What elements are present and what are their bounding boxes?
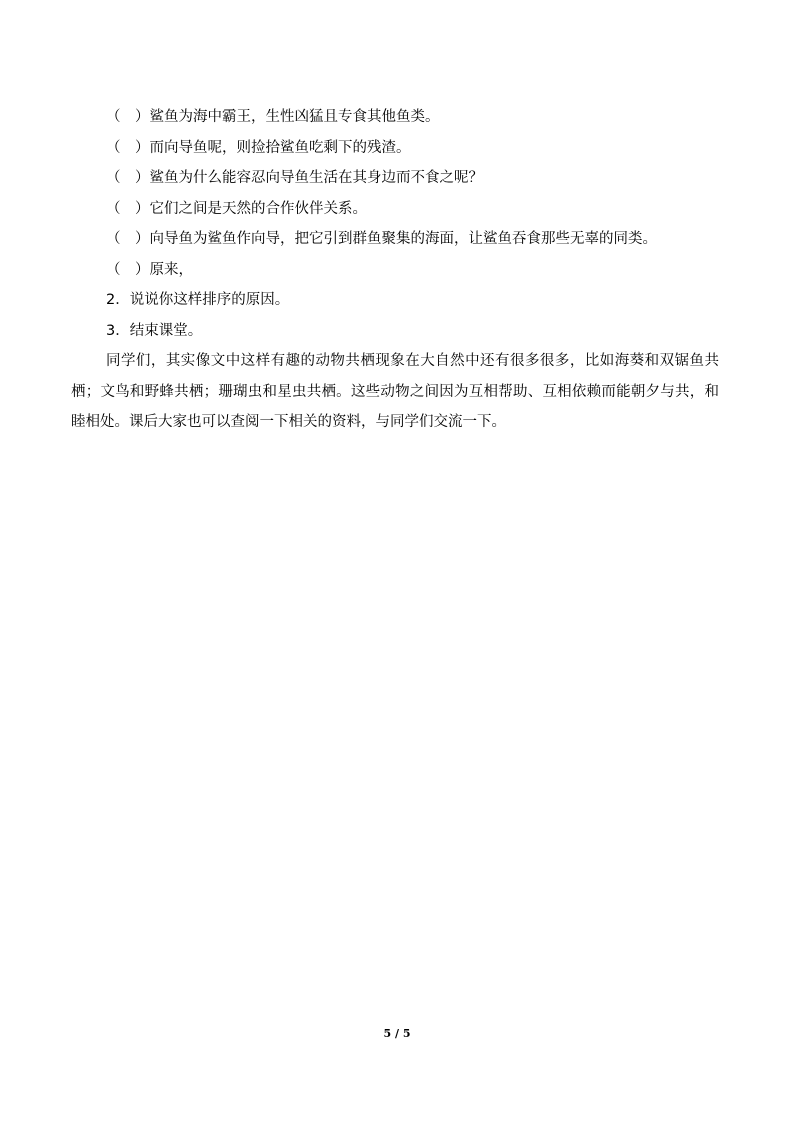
answer-bracket[interactable]: （ ） — [106, 109, 150, 125]
page-number: 5 / 5 — [383, 1027, 411, 1040]
document-body — [71, 102, 719, 438]
sort-item — [71, 133, 719, 164]
sort-item — [71, 163, 719, 194]
closing-paragraph: 同学们，其实像文中这样有趣的动物共栖现象在大自然中还有很多很多，比如海葵和双锯鱼共栖；文鸟和野蜂共栖；珊瑚虫和星虫共栖。这些动物之间因为互相帮助、互相依赖而能朝夕与共，和睦相处。课后大家也可以查阅一下相关的资料，与同学们交流一下。 — [71, 353, 719, 430]
answer-bracket[interactable]: （ ） — [106, 139, 150, 156]
step-3-line: 3．结束课堂。 — [106, 322, 203, 339]
sort-item-text: 鲨鱼为海中霸王，生性凶猛且专食其他鱼类。 — [149, 109, 440, 125]
sort-item-text: 鲨鱼为什么能容忍向导鱼生活在其身边而不食之呢？ — [149, 170, 483, 186]
answer-bracket[interactable]: （ ） — [106, 200, 150, 217]
sort-item-text: 它们之间是天然的合作伙伴关系。 — [149, 200, 367, 217]
answer-bracket[interactable]: （ ） — [106, 231, 150, 247]
sort-item-text: 向导鱼为鲨鱼作向导，把它引到群鱼聚集的海面，让鲨鱼吞食那些无辜的同类。 — [149, 231, 657, 247]
sort-item — [71, 255, 719, 286]
sort-item — [71, 102, 719, 133]
answer-bracket[interactable]: （ ） — [106, 261, 150, 278]
sort-item-text: 而向导鱼呢，则捡拾鲨鱼吃剩下的残渣。 — [149, 139, 411, 156]
sort-item-text: 原来， — [149, 261, 193, 278]
sort-item — [71, 224, 719, 255]
answer-bracket[interactable]: （ ） — [106, 170, 150, 186]
sort-item — [71, 194, 719, 225]
step-2-line: 2．说说你这样排序的原因。 — [106, 292, 290, 308]
